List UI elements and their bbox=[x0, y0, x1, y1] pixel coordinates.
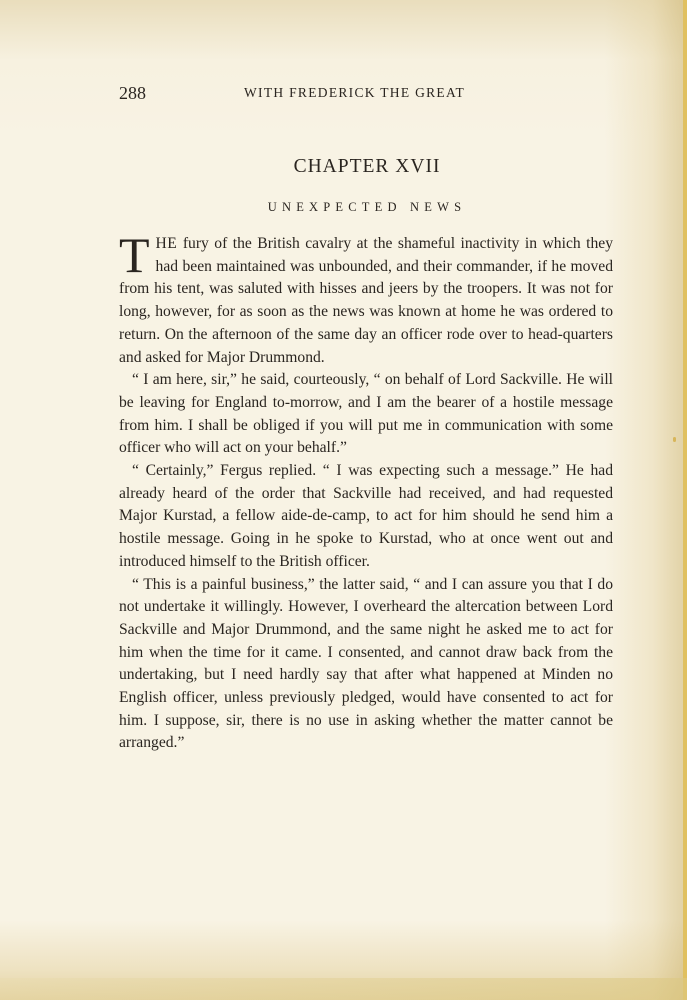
paragraph-3: “ Certainly,” Fergus replied. “ I was expecting such a message.” He had already heard of the order that Sackville had received, and had requested Major Kurstad, a fellow aide-de-camp, to act for him should he send him a hostile message. Going in he spoke to Kurstad, who at once went out and introduced himself to the British officer. bbox=[119, 462, 613, 570]
paragraph-1 bbox=[119, 227, 613, 369]
paragraph-4: “ This is a painful business,” the latter said, “ and I can assure you that I do not undertake it willingly. However, I overheard the altercation between Lord Sackville and Major Drummond, and the same night he asked me to act for him when the time for it came. I consented, and cannot draw back from the undertaking, but I need hardly say that after what happened at Minden no English officer, unless previously pledged, would have consented to act for him. I suppose, sir, there is no use in asking whether the matter cannot be arranged.” bbox=[119, 575, 613, 752]
paragraph-2: “ I am here, sir,” he said, courteously, “ on behalf of Lord Sackville. He will be leaving for England to-morrow, and I am the bearer of a hostile message from him. I shall be obliged if you will put me in communication with some officer who will act on your behalf.” bbox=[119, 371, 613, 457]
page-edge bbox=[683, 0, 687, 1000]
page-number: 288 bbox=[119, 83, 146, 103]
running-title: WITH FREDERICK THE GREAT bbox=[244, 85, 466, 100]
drop-cap: T bbox=[119, 227, 150, 283]
paper-speck bbox=[673, 437, 676, 442]
paragraph-1-lead: HE bbox=[155, 235, 178, 252]
running-head bbox=[119, 83, 603, 105]
body-text bbox=[119, 227, 613, 755]
paragraph-1-text: fury of the British cavalry at the shameful inactivity in which they had been maintained was unbounded, and their commander, if he moved from his tent, was saluted with hisses and jeers by the troopers. It was not for long, however, for as soon as the news was known at home he was ordered to return. On the afternoon of the same day an officer rode over to head-quarters and asked for Major Drummond. bbox=[119, 235, 613, 366]
chapter-heading: CHAPTER XVII bbox=[293, 156, 441, 177]
chapter-subtitle: UNEXPECTED NEWS bbox=[267, 200, 467, 214]
page-bottom-shadow bbox=[0, 978, 687, 1000]
